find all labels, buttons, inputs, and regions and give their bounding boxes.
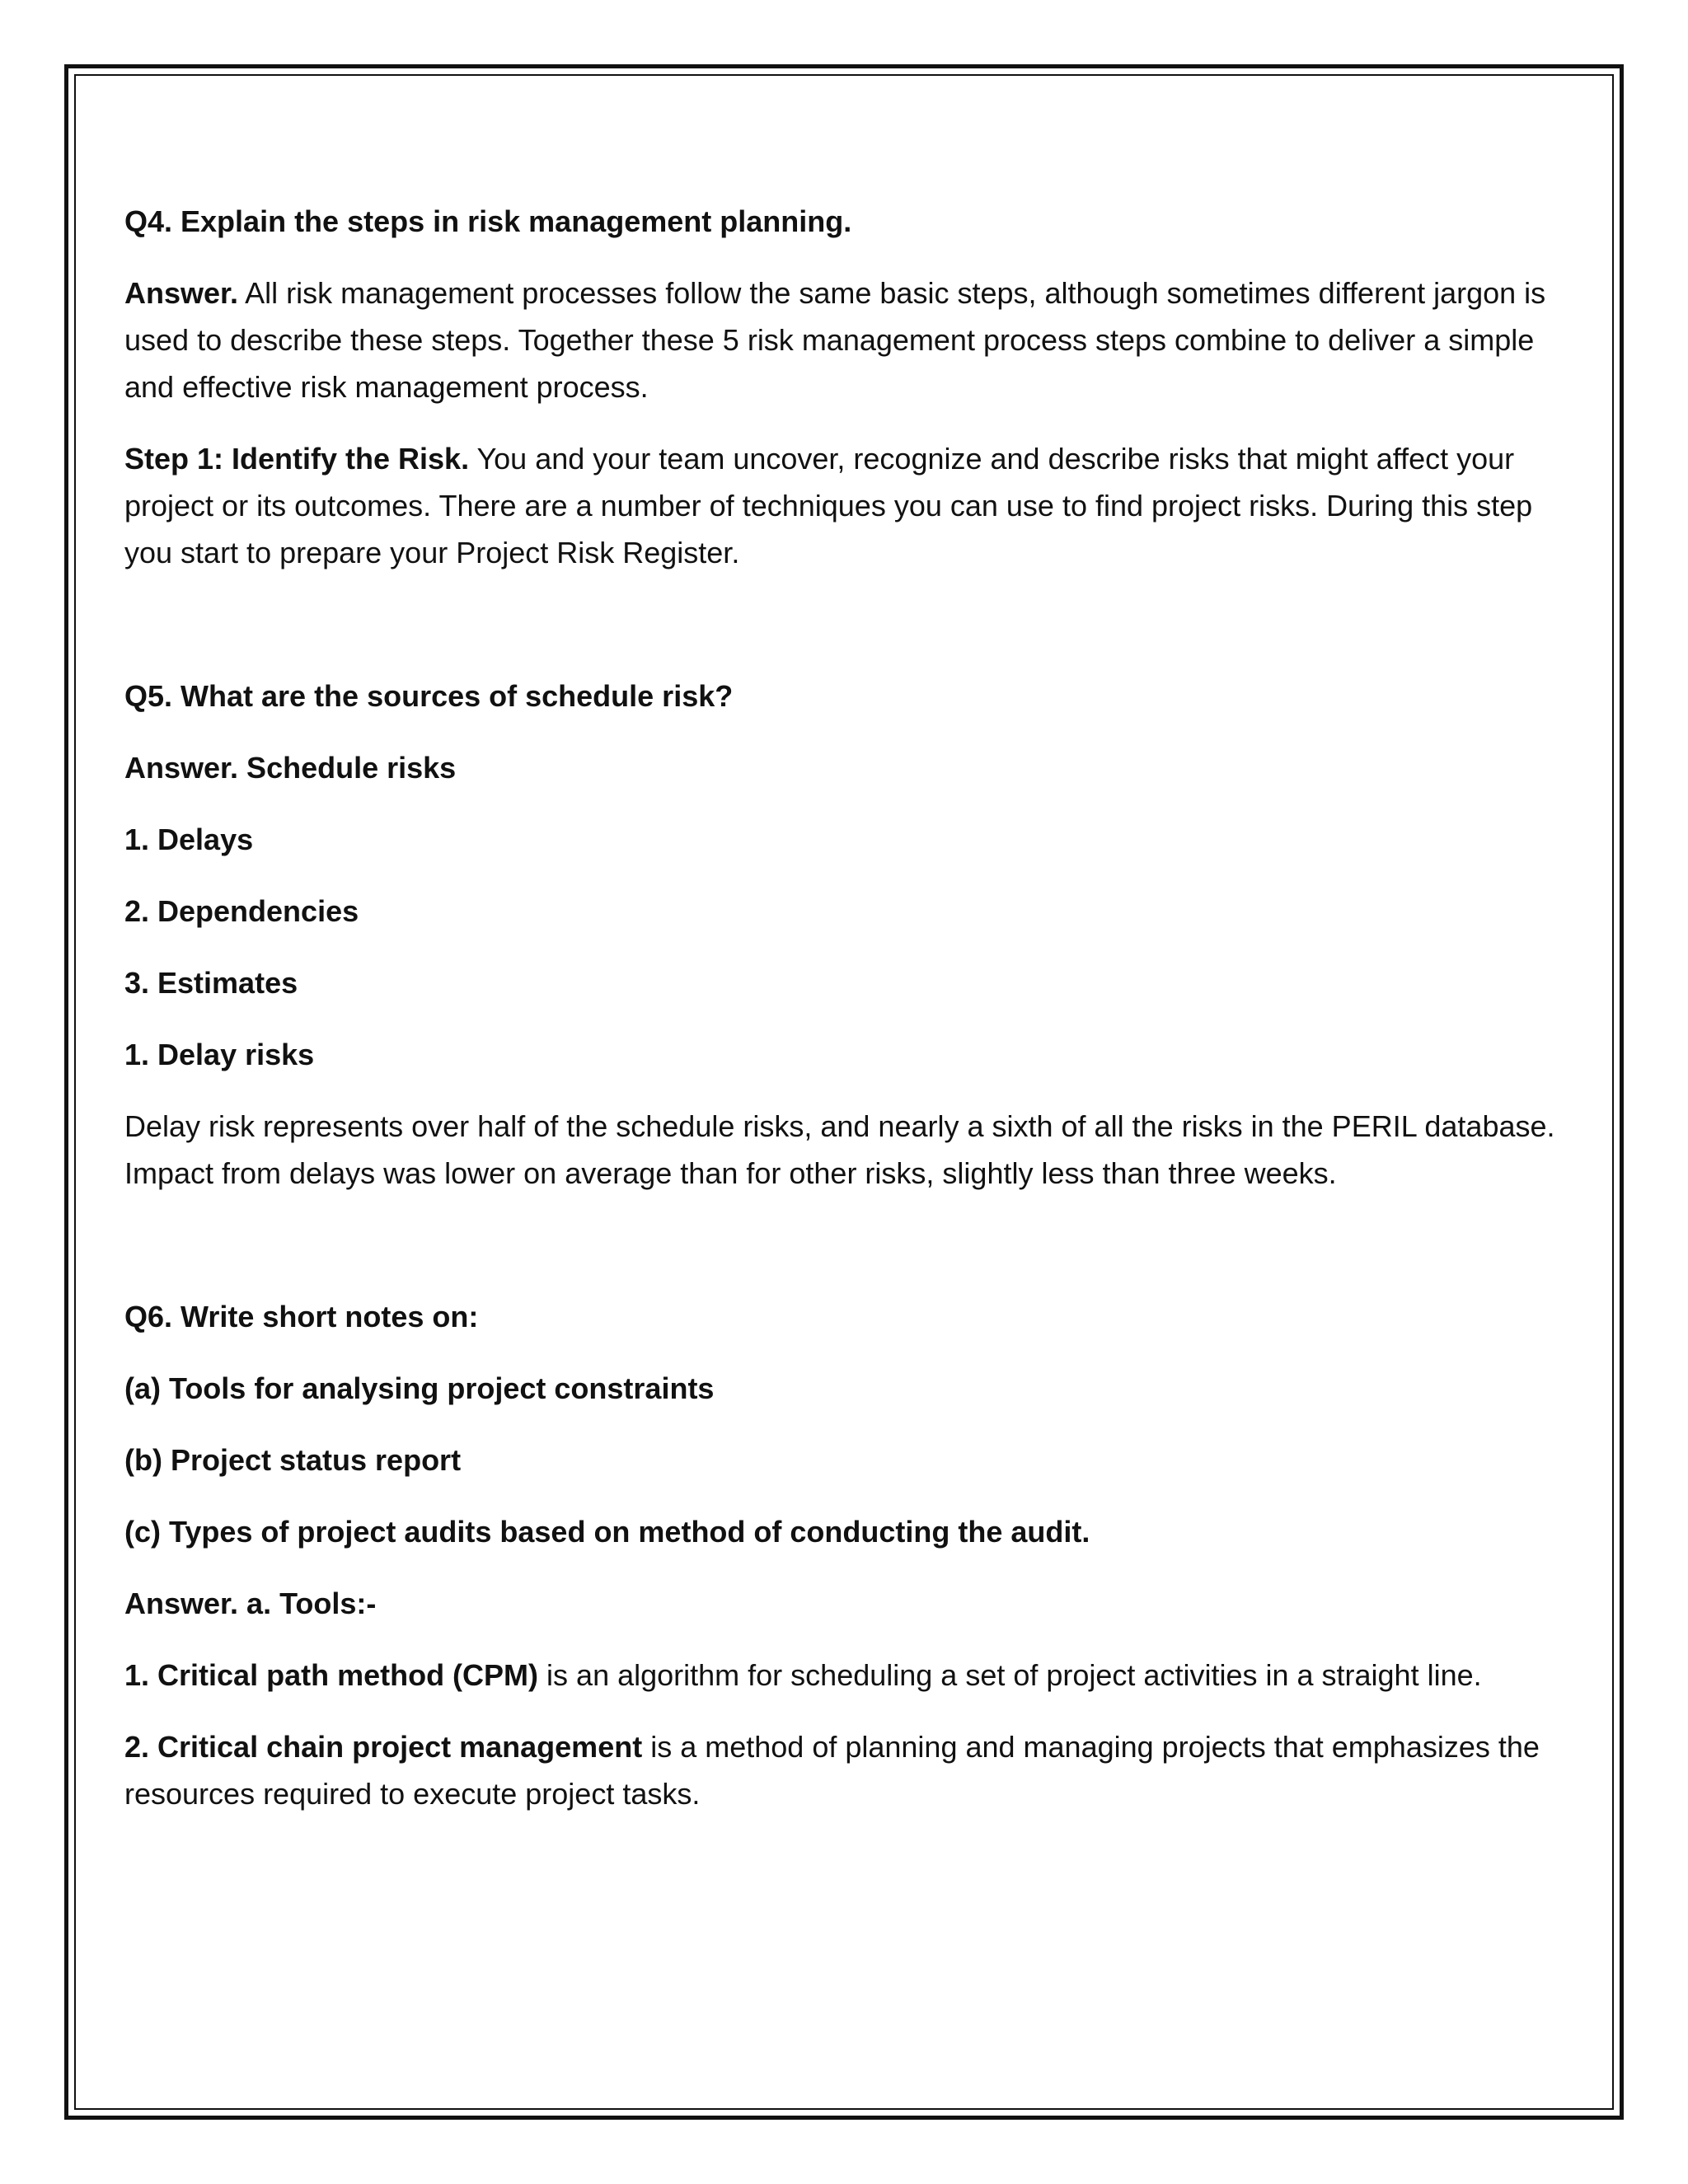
q6-tool1	[124, 1652, 1559, 1699]
q5-delay-text: Delay risk represents over half of the schedule risks, and nearly a sixth of all the risks in the PERIL database. Impact from delays was lower on average than for other risks, slightly less than three weeks.	[124, 1109, 1555, 1190]
q5-answer-heading: Answer. Schedule risks	[124, 751, 457, 785]
q6-tool2	[124, 1723, 1559, 1817]
q6-part-a: (a) Tools for analysing project constraints	[124, 1371, 715, 1405]
q4-step1	[124, 435, 1559, 576]
q6-part-c: (c) Types of project audits based on method of conducting the audit.	[124, 1515, 1090, 1549]
document-body	[124, 198, 1559, 1842]
q6-tool1-text: is an algorithm for scheduling a set of project activities in a straight line.	[546, 1658, 1482, 1692]
section-spacer	[124, 601, 1559, 673]
q4-question: Q4. Explain the steps in risk management planning.	[124, 204, 852, 238]
q4-answer	[124, 269, 1559, 410]
q6-part-b: (b) Project status report	[124, 1443, 462, 1477]
q4-step1-label: Step 1: Identify the Risk.	[124, 442, 470, 476]
q6-question: Q6. Write short notes on:	[124, 1300, 479, 1333]
q5-subheading: 1. Delay risks	[124, 1038, 315, 1071]
q4-step1-text: You and your team uncover, recognize and describe risks that might affect your project or its outcomes. There are a number of techniques you can use to find project risks. During this step you start to prepare your Project Risk Register.	[124, 442, 1533, 569]
q6-tool2-text: is a method of planning and managing projects that emphasizes the resources required to execute project tasks.	[124, 1730, 1540, 1811]
q5-question: Q5. What are the sources of schedule risk?	[124, 679, 734, 713]
q6-answer-heading: Answer. a. Tools:-	[124, 1586, 377, 1620]
q5-item: 1. Delays	[124, 823, 254, 856]
q5-item: 2. Dependencies	[124, 894, 359, 928]
q4-answer-label: Answer.	[124, 276, 239, 310]
q6-tool2-label: 2. Critical chain project management	[124, 1730, 643, 1764]
q5-item: 3. Estimates	[124, 966, 298, 1000]
q4-answer-text: All risk management processes follow the same basic steps, although sometimes different jargon is used to describe these steps. Together these 5 risk management process steps combine to deliver a simple and effective risk management process.	[124, 276, 1546, 404]
q6-tool1-label: 1. Critical path method (CPM)	[124, 1658, 539, 1692]
section-spacer	[124, 1221, 1559, 1293]
